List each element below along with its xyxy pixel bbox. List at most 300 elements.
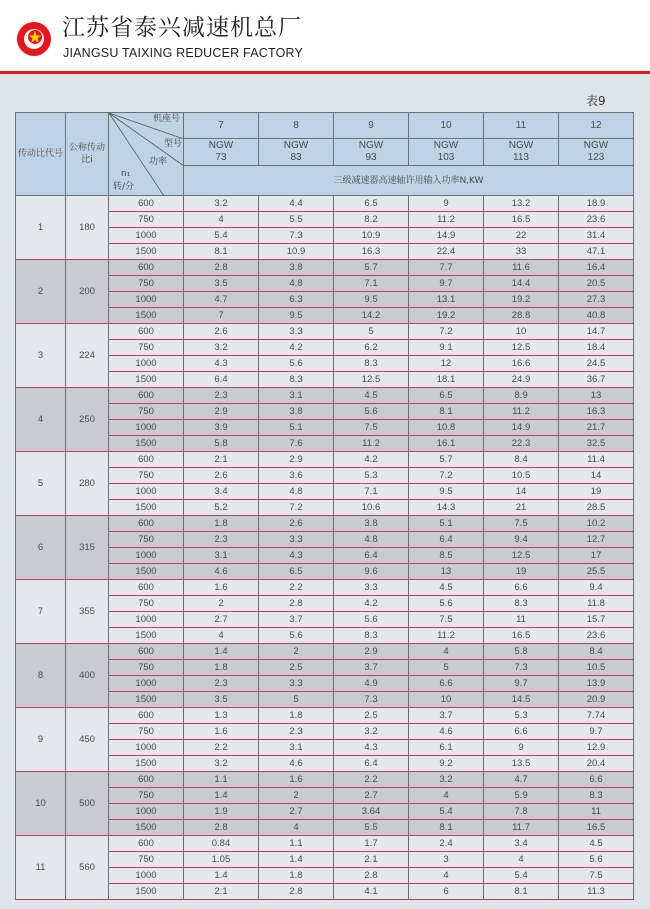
power-value: 6.2 (334, 340, 409, 356)
model-prefix: NGW (208, 140, 234, 151)
power-value: 4.2 (334, 596, 409, 612)
table-row (16, 804, 634, 820)
power-value: 2.9 (184, 404, 259, 420)
power-value: 3.2 (184, 340, 259, 356)
nominal-ratio: 355 (66, 580, 109, 644)
power-value: 2.1 (184, 452, 259, 468)
power-value: 6.4 (334, 756, 409, 772)
power-value: 1.1 (259, 836, 334, 852)
power-value: 8.3 (334, 356, 409, 372)
power-value: 4 (409, 788, 484, 804)
frame-12: 12 (559, 113, 634, 139)
frame-9: 9 (334, 113, 409, 139)
power-value: 3.2 (184, 756, 259, 772)
power-value: 10.5 (484, 468, 559, 484)
power-value: 2.6 (184, 468, 259, 484)
power-value: 6.6 (409, 676, 484, 692)
power-value: 4.6 (409, 724, 484, 740)
power-value: 47.1 (559, 244, 634, 260)
power-value: 9.5 (334, 292, 409, 308)
power-value: 9.5 (259, 308, 334, 324)
nominal-ratio: 560 (66, 836, 109, 900)
power-value: 6.4 (184, 372, 259, 388)
power-value: 5.3 (484, 708, 559, 724)
power-value: 6.5 (259, 564, 334, 580)
power-value: 3.3 (259, 532, 334, 548)
model-number: 123 (587, 152, 605, 163)
power-value: 5.6 (409, 596, 484, 612)
power-value: 20.4 (559, 756, 634, 772)
power-value: 7.74 (559, 708, 634, 724)
power-value: 8.1 (409, 404, 484, 420)
frame-8: 8 (259, 113, 334, 139)
input-speed: 1000 (109, 420, 184, 436)
power-value: 5 (259, 692, 334, 708)
power-value: 16.6 (484, 356, 559, 372)
power-value: 14 (559, 468, 634, 484)
model-number: 113 (513, 152, 529, 163)
table-row (16, 852, 634, 868)
power-value: 4.3 (259, 548, 334, 564)
input-speed: 1500 (109, 564, 184, 580)
power-value: 16.3 (334, 244, 409, 260)
power-value: 8.2 (334, 212, 409, 228)
table-row (16, 308, 634, 324)
diag-frame-label: 机座号 (153, 114, 181, 124)
power-value: 3.3 (334, 580, 409, 596)
power-value: 7.5 (409, 612, 484, 628)
power-value: 4.6 (184, 564, 259, 580)
power-value: 10 (484, 324, 559, 340)
input-speed: 750 (109, 724, 184, 740)
power-value: 1.4 (184, 868, 259, 884)
power-value: 20.9 (559, 692, 634, 708)
power-value: 3 (409, 852, 484, 868)
table-row (16, 340, 634, 356)
input-speed: 750 (109, 596, 184, 612)
table-row (16, 404, 634, 420)
power-value: 2.3 (184, 676, 259, 692)
table-row (16, 868, 634, 884)
ratio-code: 8 (16, 644, 66, 708)
power-value: 4.8 (259, 276, 334, 292)
power-value: 2.1 (184, 884, 259, 900)
power-value: 9.7 (409, 276, 484, 292)
table-row (16, 260, 634, 276)
power-value: 6.4 (334, 548, 409, 564)
power-value: 1.3 (184, 708, 259, 724)
table-row (16, 356, 634, 372)
power-value: 13 (409, 564, 484, 580)
power-value: 13.2 (484, 196, 559, 212)
ratio-code: 5 (16, 452, 66, 516)
nominal-ratio: 200 (66, 260, 109, 324)
nominal-ratio: 250 (66, 388, 109, 452)
power-value: 8.5 (409, 548, 484, 564)
power-value: 2.9 (334, 644, 409, 660)
power-value: 8.4 (484, 452, 559, 468)
power-value: 5.1 (409, 516, 484, 532)
power-value: 8.1 (184, 244, 259, 260)
table-row (16, 788, 634, 804)
power-value: 14.2 (334, 308, 409, 324)
power-value: 1.4 (184, 788, 259, 804)
power-value: 7 (184, 308, 259, 324)
header-code: 传动比代号 (16, 113, 66, 196)
input-speed: 750 (109, 212, 184, 228)
power-value: 4 (259, 820, 334, 836)
model-ngw-93 (334, 139, 409, 166)
frame-7: 7 (184, 113, 259, 139)
input-speed: 600 (109, 580, 184, 596)
diag-power-label: 功率 (149, 157, 168, 167)
input-speed: 600 (109, 260, 184, 276)
nominal-ratio: 180 (66, 196, 109, 260)
power-value: 6.4 (409, 532, 484, 548)
power-value: 3.8 (259, 260, 334, 276)
power-value: 5.1 (259, 420, 334, 436)
model-number: 73 (215, 152, 227, 163)
power-value: 19 (559, 484, 634, 500)
power-value: 40.8 (559, 308, 634, 324)
power-value: 9.1 (409, 340, 484, 356)
power-value: 6.6 (484, 724, 559, 740)
table-row (16, 548, 634, 564)
input-speed: 600 (109, 644, 184, 660)
power-value: 4.3 (334, 740, 409, 756)
nominal-ratio: 224 (66, 324, 109, 388)
power-value: 22 (484, 228, 559, 244)
power-value: 3.1 (259, 740, 334, 756)
power-value: 4 (184, 628, 259, 644)
power-value: 5.8 (184, 436, 259, 452)
power-value: 14.3 (409, 500, 484, 516)
model-prefix: NGW (508, 140, 534, 151)
power-value: 14.4 (484, 276, 559, 292)
power-value: 2.2 (259, 580, 334, 596)
power-value: 2.7 (334, 788, 409, 804)
power-value: 7.6 (259, 436, 334, 452)
power-value: 4.1 (334, 884, 409, 900)
model-prefix: NGW (583, 140, 609, 151)
power-value: 8.9 (484, 388, 559, 404)
power-value: 4.5 (334, 388, 409, 404)
table-row (16, 820, 634, 836)
input-speed: 1500 (109, 244, 184, 260)
power-table (15, 112, 634, 900)
power-value: 2.3 (259, 724, 334, 740)
table-caption: 三级减速器高速轴许用输入功率N,KW (184, 166, 634, 196)
input-speed: 600 (109, 388, 184, 404)
model-number: 103 (437, 152, 455, 163)
power-value: 3.8 (259, 404, 334, 420)
power-value: 4 (484, 852, 559, 868)
power-value: 18.9 (559, 196, 634, 212)
power-value: 9.5 (409, 484, 484, 500)
power-value: 19.2 (484, 292, 559, 308)
power-value: 8.1 (409, 820, 484, 836)
power-value: 1.8 (259, 708, 334, 724)
power-value: 13.1 (409, 292, 484, 308)
power-value: 19 (484, 564, 559, 580)
power-value: 15.7 (559, 612, 634, 628)
power-value: 4.6 (259, 756, 334, 772)
input-speed: 750 (109, 276, 184, 292)
power-value: 9.6 (334, 564, 409, 580)
power-value: 3.2 (409, 772, 484, 788)
power-value: 4.2 (334, 452, 409, 468)
power-value: 7.2 (409, 468, 484, 484)
input-speed: 1500 (109, 436, 184, 452)
power-value: 4.9 (334, 676, 409, 692)
input-speed: 600 (109, 772, 184, 788)
power-value: 5 (334, 324, 409, 340)
power-value: 28.8 (484, 308, 559, 324)
power-value: 2.8 (184, 260, 259, 276)
power-value: 3.8 (334, 516, 409, 532)
input-speed: 1500 (109, 884, 184, 900)
power-value: 10.8 (409, 420, 484, 436)
power-value: 5.6 (559, 852, 634, 868)
company-logo-icon (15, 16, 53, 62)
table-row (16, 676, 634, 692)
power-value: 5.6 (334, 404, 409, 420)
power-value: 9 (484, 740, 559, 756)
power-value: 12.5 (484, 340, 559, 356)
table-row (16, 196, 634, 212)
power-value: 11.2 (484, 404, 559, 420)
header-ratio: 公称传动比i (66, 113, 109, 196)
input-speed: 750 (109, 660, 184, 676)
power-value: 7.5 (559, 868, 634, 884)
power-value: 9.2 (409, 756, 484, 772)
power-value: 3.3 (259, 676, 334, 692)
power-value: 5.4 (484, 868, 559, 884)
nominal-ratio: 450 (66, 708, 109, 772)
power-value: 9 (409, 196, 484, 212)
ratio-code: 6 (16, 516, 66, 580)
diagonal-header-cell (109, 113, 184, 196)
power-value: 13 (559, 388, 634, 404)
input-speed: 750 (109, 340, 184, 356)
power-value: 6 (409, 884, 484, 900)
power-value: 14.7 (559, 324, 634, 340)
power-value: 1.8 (184, 516, 259, 532)
power-value: 20.5 (559, 276, 634, 292)
power-value: 7.1 (334, 276, 409, 292)
power-value: 6.6 (559, 772, 634, 788)
input-speed: 600 (109, 196, 184, 212)
table-row (16, 644, 634, 660)
input-speed: 1000 (109, 548, 184, 564)
power-value: 12.7 (559, 532, 634, 548)
power-value: 3.1 (184, 548, 259, 564)
input-speed: 600 (109, 708, 184, 724)
table-row (16, 420, 634, 436)
table-row (16, 244, 634, 260)
diag-speed-unit: 转/分 (113, 182, 135, 192)
power-value: 2.8 (259, 884, 334, 900)
table-row (16, 692, 634, 708)
company-name-en: JIANGSU TAIXING REDUCER FACTORY (63, 46, 304, 60)
power-value: 11.3 (559, 884, 634, 900)
power-value: 11.6 (484, 260, 559, 276)
page-header (0, 0, 650, 71)
power-value: 4.3 (184, 356, 259, 372)
table-row (16, 484, 634, 500)
power-value: 3.5 (184, 276, 259, 292)
table-row (16, 708, 634, 724)
power-value: 16.5 (484, 628, 559, 644)
power-value: 9.4 (559, 580, 634, 596)
frame-10: 10 (409, 113, 484, 139)
power-value: 8.1 (484, 884, 559, 900)
power-value: 6.6 (484, 580, 559, 596)
power-value: 5.6 (334, 612, 409, 628)
table-row (16, 884, 634, 900)
power-value: 2.5 (259, 660, 334, 676)
power-value: 2.3 (184, 532, 259, 548)
ratio-code: 1 (16, 196, 66, 260)
power-value: 2.2 (184, 740, 259, 756)
power-value: 4.7 (484, 772, 559, 788)
power-value: 10.6 (334, 500, 409, 516)
table-row (16, 660, 634, 676)
power-value: 2 (259, 644, 334, 660)
nominal-ratio: 500 (66, 772, 109, 836)
power-value: 5.5 (334, 820, 409, 836)
power-value: 1.7 (334, 836, 409, 852)
table-row (16, 724, 634, 740)
diag-model-label: 型号 (164, 139, 183, 149)
power-value: 4 (409, 644, 484, 660)
model-prefix: NGW (358, 140, 384, 151)
power-value: 3.1 (259, 388, 334, 404)
power-value: 9.7 (484, 676, 559, 692)
input-speed: 1500 (109, 628, 184, 644)
input-speed: 600 (109, 452, 184, 468)
power-value: 7.5 (484, 516, 559, 532)
power-value: 16.5 (484, 212, 559, 228)
diag-speed-symbol: n₁ (121, 169, 131, 179)
power-value: 5.2 (184, 500, 259, 516)
power-value: 5.4 (409, 804, 484, 820)
power-value: 3.4 (484, 836, 559, 852)
power-value: 0.84 (184, 836, 259, 852)
power-value: 2.7 (259, 804, 334, 820)
power-value: 9.4 (484, 532, 559, 548)
power-value: 16.4 (559, 260, 634, 276)
ratio-code: 9 (16, 708, 66, 772)
power-value: 7.2 (259, 500, 334, 516)
input-speed: 1500 (109, 500, 184, 516)
table-row (16, 628, 634, 644)
table-row (16, 580, 634, 596)
power-value: 28.5 (559, 500, 634, 516)
power-value: 14.9 (409, 228, 484, 244)
power-value: 3.5 (184, 692, 259, 708)
power-value: 1.8 (259, 868, 334, 884)
power-value: 4 (409, 868, 484, 884)
ratio-code: 10 (16, 772, 66, 836)
power-value: 8.3 (484, 596, 559, 612)
ratio-code: 2 (16, 260, 66, 324)
power-value: 23.6 (559, 212, 634, 228)
power-value: 1.9 (184, 804, 259, 820)
power-value: 21.7 (559, 420, 634, 436)
power-value: 3.7 (259, 612, 334, 628)
power-value: 14 (484, 484, 559, 500)
power-value: 23.6 (559, 628, 634, 644)
input-speed: 1000 (109, 356, 184, 372)
power-value: 2 (259, 788, 334, 804)
power-value: 4 (184, 212, 259, 228)
power-value: 1.6 (184, 724, 259, 740)
power-value: 5.9 (484, 788, 559, 804)
power-value: 7.5 (334, 420, 409, 436)
power-value: 19.2 (409, 308, 484, 324)
power-value: 4.8 (334, 532, 409, 548)
power-value: 11.7 (484, 820, 559, 836)
power-value: 12.5 (334, 372, 409, 388)
power-value: 9.7 (559, 724, 634, 740)
power-value: 3.2 (334, 724, 409, 740)
ratio-code: 7 (16, 580, 66, 644)
input-speed: 1000 (109, 228, 184, 244)
power-value: 4.4 (259, 196, 334, 212)
power-value: 1.6 (259, 772, 334, 788)
power-value: 3.7 (334, 660, 409, 676)
power-value: 1.4 (259, 852, 334, 868)
power-value: 4.5 (409, 580, 484, 596)
input-speed: 1500 (109, 372, 184, 388)
power-value: 24.5 (559, 356, 634, 372)
power-value: 3.3 (259, 324, 334, 340)
power-value: 10.5 (559, 660, 634, 676)
ratio-code: 11 (16, 836, 66, 900)
table-row (16, 532, 634, 548)
power-value: 2.8 (184, 820, 259, 836)
model-ngw-73 (184, 139, 259, 166)
table-row (16, 612, 634, 628)
frame-11: 11 (484, 113, 559, 139)
power-value: 24.9 (484, 372, 559, 388)
power-value: 7.3 (259, 228, 334, 244)
power-value: 5.4 (184, 228, 259, 244)
power-value: 7.8 (484, 804, 559, 820)
power-value: 27.3 (559, 292, 634, 308)
power-value: 7.3 (484, 660, 559, 676)
table-row (16, 228, 634, 244)
power-value: 1.1 (184, 772, 259, 788)
power-value: 11 (484, 612, 559, 628)
power-value: 11 (559, 804, 634, 820)
power-value: 10.9 (334, 228, 409, 244)
power-value: 2.4 (409, 836, 484, 852)
power-value: 11.2 (409, 628, 484, 644)
power-value: 10 (409, 692, 484, 708)
input-speed: 1000 (109, 612, 184, 628)
model-prefix: NGW (283, 140, 309, 151)
power-value: 12.5 (484, 548, 559, 564)
power-value: 10.9 (259, 244, 334, 260)
power-value: 2.6 (184, 324, 259, 340)
power-value: 3.7 (409, 708, 484, 724)
power-value: 2.8 (334, 868, 409, 884)
power-value: 3.2 (184, 196, 259, 212)
power-value: 4.5 (559, 836, 634, 852)
power-value: 6.1 (409, 740, 484, 756)
